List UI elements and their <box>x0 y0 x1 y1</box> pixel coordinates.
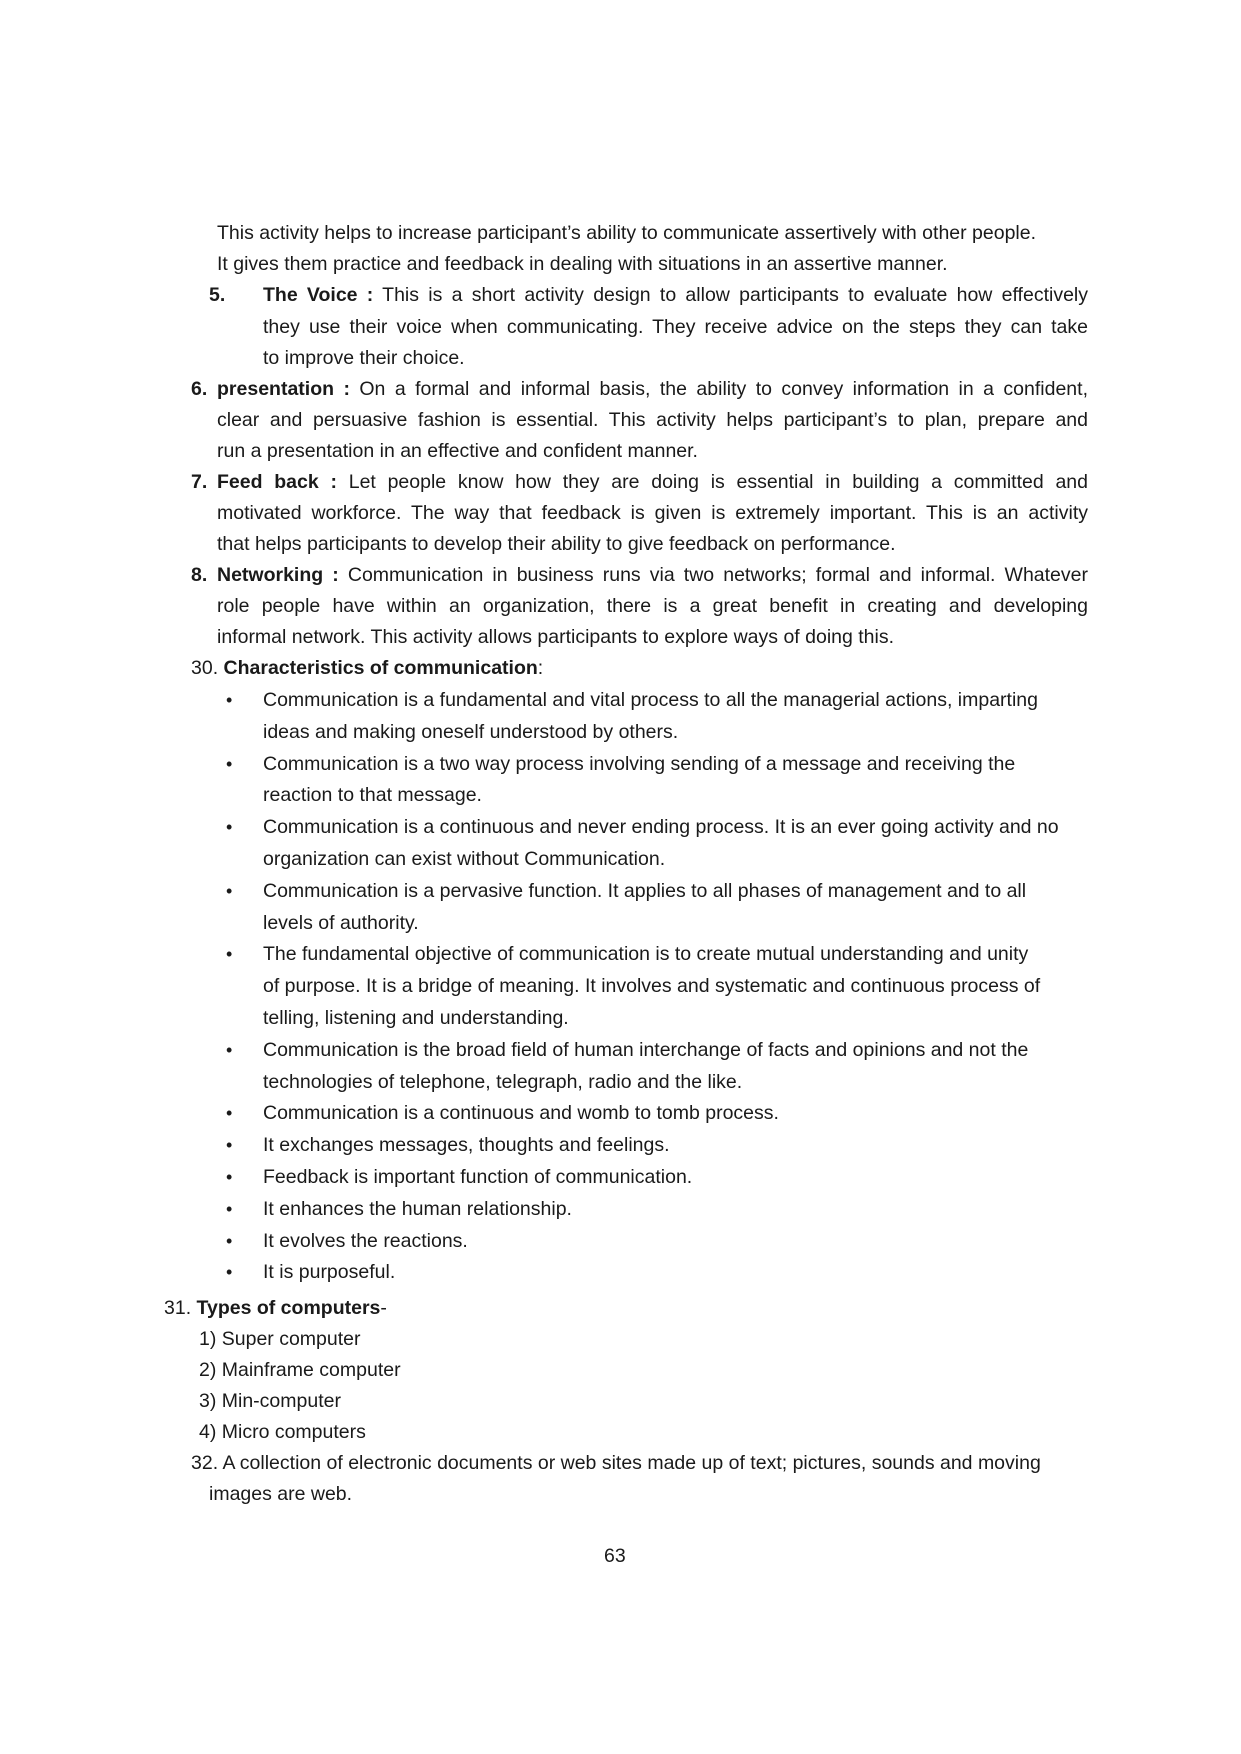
intro-line-1: This activity helps to increase participant’s ability to communicate assertively with other people. <box>217 222 1037 244</box>
item6-term: presentation : <box>217 378 350 400</box>
bullet-text-line: It enhances the human relationship. <box>263 1197 572 1220</box>
q30-heading-text: Characteristics of communication <box>223 657 538 679</box>
item7-line-1 <box>217 469 1088 495</box>
bullet-text-line: It is purposeful. <box>263 1261 396 1284</box>
bullet-text-line: Communication is a two way process involving sending of a message and receiving the <box>263 752 1016 775</box>
bullet-text-line: Communication is a pervasive function. It applies to all phases of management and to all <box>263 879 1027 902</box>
q31-item-3: 3) Min-computer <box>199 1390 341 1412</box>
item8-text-1: Communication in business runs via two networks; formal and informal. Whatever <box>338 564 1088 586</box>
bullet-text-line: reaction to that message. <box>263 784 482 807</box>
q31-heading-suffix: - <box>380 1297 387 1319</box>
item5-line-1 <box>263 282 1088 308</box>
item8-line-1 <box>217 562 1088 588</box>
item5-text-1: This is a short activity design to allow participants to evaluate how effectively <box>373 284 1089 306</box>
q31-item-1: 1) Super computer <box>199 1328 361 1350</box>
q30-heading-suffix: : <box>537 657 544 679</box>
item7-text-1: Let people know how they are doing is essential in building a committed and <box>336 471 1088 493</box>
bullet-text-line: Feedback is important function of communication. <box>263 1166 693 1188</box>
bullet-marker: • <box>226 817 233 838</box>
bullet-marker: • <box>226 944 233 965</box>
bullet-text-line: The fundamental objective of communication is to create mutual understanding and unity <box>263 943 1029 966</box>
bullet-text-line: of purpose. It is a bridge of meaning. It involves and systematic and continuous process of <box>263 975 1041 998</box>
bullet-marker: • <box>226 1198 233 1219</box>
q31-item-2: 2) Mainframe computer <box>199 1359 401 1381</box>
item7-line-2: motivated workforce. The way that feedback is given is extremely important. This is an activity <box>217 502 1088 524</box>
item5-line-2: they use their voice when communicating. They receive advice on the steps they can take <box>263 316 1088 338</box>
item8-number: 8. <box>191 564 208 586</box>
bullet-text-line: technologies of telephone, telegraph, radio and the like. <box>263 1070 743 1093</box>
q30-number: 30. <box>191 657 219 679</box>
bullet-text-line: organization can exist without Communication. <box>263 848 666 870</box>
bullet-text-line: ideas and making oneself understood by others. <box>263 720 679 743</box>
bullet-marker: • <box>226 1135 233 1156</box>
intro-line-2: It gives them practice and feedback in dealing with situations in an assertive manner. <box>217 253 948 275</box>
q30-heading <box>191 655 543 681</box>
q32-line-1: 32. A collection of electronic documents or web sites made up of text; pictures, sounds and moving <box>191 1452 1041 1474</box>
bullet-text-line: telling, listening and understanding. <box>263 1007 569 1029</box>
bullet-text-line: Communication is a continuous and womb to tomb process. <box>263 1102 779 1125</box>
q31-heading <box>164 1295 387 1321</box>
bullet-text-line: It exchanges messages, thoughts and feelings. <box>263 1134 670 1157</box>
item7-number: 7. <box>191 471 208 493</box>
bullet-marker: • <box>226 1262 233 1283</box>
bullet-marker: • <box>226 1039 233 1060</box>
bullet-text-line: levels of authority. <box>263 911 419 934</box>
bullet-text-line: Communication is a continuous and never ending process. It is an ever going activity and no <box>263 816 1059 839</box>
bullet-marker: • <box>226 1103 233 1124</box>
bullet-marker: • <box>226 1230 233 1251</box>
q31-number: 31. <box>164 1297 192 1319</box>
bullet-text-line: Communication is the broad field of human interchange of facts and opinions and not the <box>263 1038 1029 1061</box>
item8-term: Networking : <box>217 564 339 586</box>
item6-line-2: clear and persuasive fashion is essential. This activity helps participant’s to plan, prepare and <box>217 409 1088 431</box>
item7-term: Feed back : <box>217 471 337 493</box>
item8-line-3: informal network. This activity allows participants to explore ways of doing this. <box>217 626 895 648</box>
item6-line-1 <box>217 376 1088 402</box>
bullet-marker: • <box>226 753 233 774</box>
item6-line-3: run a presentation in an effective and confident manner. <box>217 440 698 462</box>
item5-number: 5. <box>209 284 226 306</box>
item6-number: 6. <box>191 378 208 400</box>
q31-heading-text: Types of computers <box>196 1297 381 1319</box>
item8-line-2: role people have within an organization, there is a great benefit in creating and developing <box>217 595 1088 617</box>
item7-line-3: that helps participants to develop their ability to give feedback on performance. <box>217 533 896 555</box>
item6-text-1: On a formal and informal basis, the ability to convey information in a confident, <box>349 378 1088 400</box>
bullet-text-line: Communication is a fundamental and vital process to all the managerial actions, imparting <box>263 689 1038 711</box>
item5-term: The Voice : <box>263 284 374 306</box>
q31-item-4: 4) Micro computers <box>199 1421 366 1443</box>
bullet-marker: • <box>226 690 233 710</box>
page-number: 63 <box>604 1545 626 1567</box>
bullet-marker: • <box>226 880 233 901</box>
bullet-text-line: It evolves the reactions. <box>263 1229 468 1252</box>
q32-line-2: images are web. <box>209 1483 353 1505</box>
bullet-marker: • <box>226 1167 233 1187</box>
item5-line-3: to improve their choice. <box>263 347 465 369</box>
